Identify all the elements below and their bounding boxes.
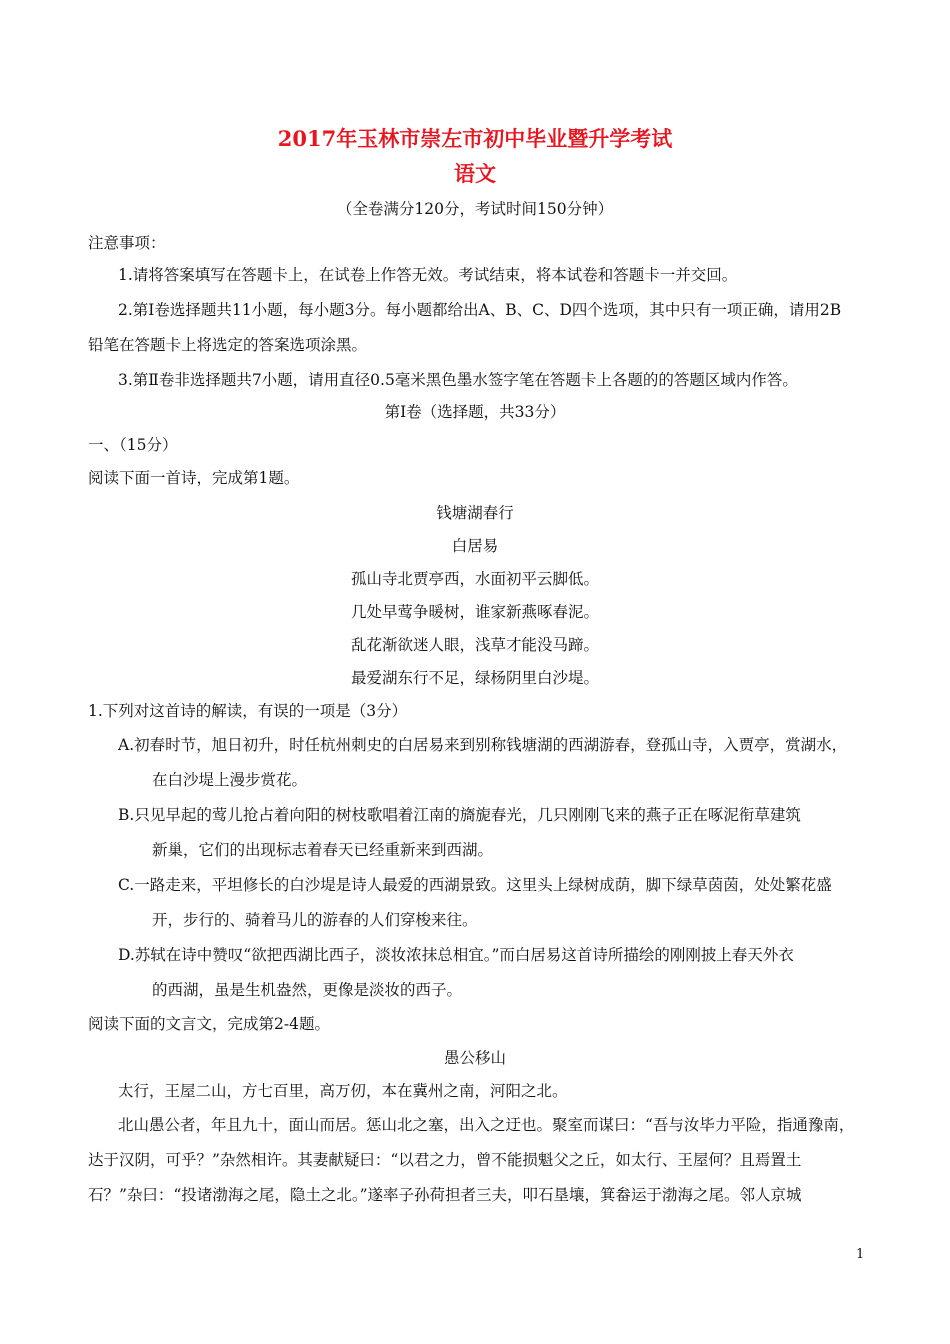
option-c-continued: 开，步行的、骑着马儿的游春的人们穿梭来往。 (152, 911, 478, 929)
reading-intro: 阅读下面一首诗，完成第1题。 (88, 469, 300, 487)
option-d: D.苏轼在诗中赞叹“欲把西湖比西子，淡妆浓抹总相宜。”而白居易这首诗所描绘的刚刚披上春天外衣 (118, 946, 794, 964)
part-heading: 第Ⅰ卷（选择题，共33分） (384, 403, 566, 421)
option-a: A.初春时节，旭日初升，时任杭州刺史的白居易来到别称钱塘湖的西湖游春，登孤山寺，入贾亭，赏湖水， (118, 736, 848, 754)
passage-title: 愚公移山 (443, 1049, 506, 1067)
poem-line: 最爱湖东行不足，绿杨阴里白沙堤。 (350, 669, 599, 687)
instructions-heading: 注意事项： (88, 234, 166, 252)
instruction-item: 2.第Ⅰ卷选择题共11小题，每小题3分。每小题都给出A、B、C、D四个选项，其中只有一项正确，请用2B (118, 301, 842, 319)
passage-paragraph: 北山愚公者，年且九十，面山而居。惩山北之塞，出入之迂也。聚室而谋曰：“吾与汝毕力平险，指通豫南， (118, 1116, 855, 1134)
exam-note: （全卷满分120分，考试时间150分钟） (336, 200, 614, 218)
subject-title: 语文 (454, 161, 496, 186)
option-c: C.一路走来，平坦修长的白沙堤是诗人最爱的西湖景致。这里头上绿树成荫，脚下绿草茵茵，处处繁花盛 (118, 876, 832, 894)
poem-line: 乱花渐欲迷人眼，浅草才能没马蹄。 (350, 636, 599, 654)
passage-paragraph-continued: 石？”杂曰：“投诸渤海之尾，隐土之北。”遂率子孙荷担者三夫，叩石垦壤，箕畚运于渤海之尾。邻人京城 (88, 1186, 802, 1204)
passage-paragraph: 太行，王屋二山，方七百里，高万仞，本在冀州之南，河阳之北。 (118, 1082, 568, 1100)
option-d-continued: 的西湖，虽是生机盎然，更像是淡妆的西子。 (152, 981, 463, 999)
question-stem: 1.下列对这首诗的解读，有误的一项是（3分） (88, 702, 408, 720)
reading-intro: 阅读下面的文言文，完成第2-4题。 (88, 1015, 330, 1033)
exam-title: 2017年玉林市崇左市初中毕业暨升学考试 (277, 126, 673, 151)
poem-author: 白居易 (451, 537, 499, 555)
passage-paragraph-continued: 达于汉阴，可乎？”杂然相许。其妻献疑曰：“以君之力，曾不能损魁父之丘，如太行、王屋何？且焉置土 (88, 1151, 802, 1169)
poem-title: 钱塘湖春行 (436, 504, 514, 522)
option-b-continued: 新巢，它们的出现标志着春天已经重新来到西湖。 (152, 841, 494, 859)
section-heading: 一、（15分） (88, 436, 178, 454)
poem-line: 孤山寺北贾亭西，水面初平云脚低。 (350, 570, 599, 588)
instruction-item-continued: 铅笔在答题卡上将选定的答案选项涂黑。 (88, 336, 368, 354)
option-a-continued: 在白沙堤上漫步赏花。 (152, 771, 308, 789)
poem-line: 几处早莺争暖树，谁家新燕啄春泥。 (350, 603, 599, 621)
option-b: B.只见早起的莺儿抢占着向阳的树枝歌唱着江南的旖旎春光，几只刚刚飞来的燕子正在啄泥衔草建筑 (118, 806, 801, 824)
instruction-item: 3.第Ⅱ卷非选择题共7小题，请用直径0.5毫米黑色墨水签字笔在答题卡上各题的的答题区域内作答。 (118, 371, 798, 389)
page-number: 1 (856, 1247, 865, 1262)
instruction-item: 1.请将答案填写在答题卡上，在试卷上作答无效。考试结束，将本试卷和答题卡一并交回。 (118, 266, 738, 284)
